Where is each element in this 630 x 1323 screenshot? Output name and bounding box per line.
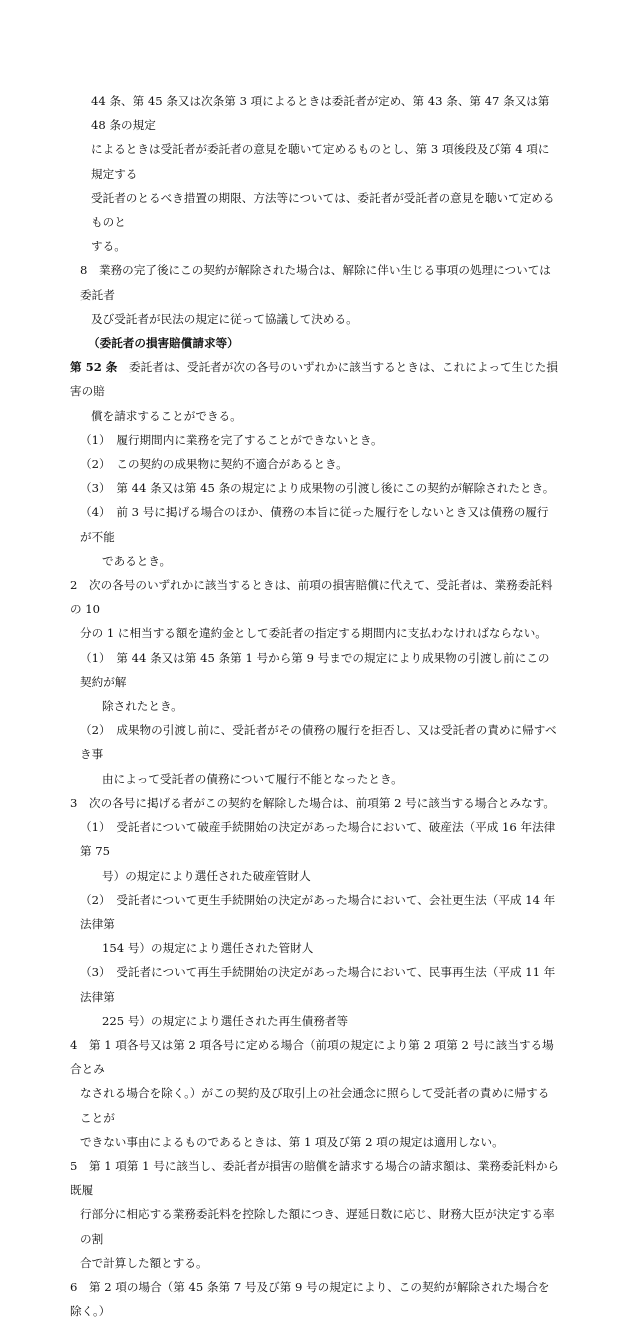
text-line: 行部分に相応する業務委託料を控除した額につき、遅延日数に応じ、財務大臣が決定する率の割 — [80, 1207, 555, 1246]
paragraph-4-line: 4 第 1 項各号又は第 2 項各号に定める場合（前項の規定により第 2 項第 2 号に該当する場合とみ — [70, 1037, 554, 1077]
text-line: 分の 1 に相当する額を違約金として委託者の指定する期間内に支払わなければならない。 — [80, 626, 547, 641]
paragraph-3-line: 3 次の各号に掲げる者がこの契約を解除した場合は、前項第 2 号に該当する場合とみなす。 — [70, 795, 555, 810]
document-body — [70, 89, 560, 1323]
section-heading: （委託者の損害賠償請求等） — [88, 336, 239, 351]
list-item: （4） 前 3 号に掲げる場合のほか、債務の本旨に従った履行をしないとき又は債務の履行が不能 — [80, 505, 549, 544]
text-line: できない事由によるものであるときは、第 1 項及び第 2 項の規定は適用しない。 — [80, 1134, 504, 1149]
paragraph-6-line: 6 第 2 項の場合（第 45 条第 7 号及び第 9 号の規定により、この契約が解除された場合を除く。） — [70, 1279, 550, 1319]
list-item: （3） 受託者について再生手続開始の決定があった場合において、民事再生法（平成 11 年法律第 — [80, 965, 556, 1004]
list-item: （2） 受託者について更生手続開始の決定があった場合において、会社更生法（平成 14 年法律第 — [80, 892, 556, 931]
text-line: 225 号）の規定により選任された再生債務者等 — [102, 1013, 349, 1028]
text-line: 由によって受託者の債務について履行不能となったとき。 — [102, 771, 403, 786]
list-item: （1） 第 44 条又は第 45 条第 1 号から第 9 号までの規定により成果物の引渡し前にこの契約が解 — [80, 650, 550, 689]
text-line: 受託者のとるべき措置の期限、方法等については、委託者が受託者の意見を聴いて定めるものと — [91, 190, 555, 230]
list-item: （1） 履行期間内に業務を完了することができないとき。 — [80, 432, 383, 447]
text-line: 号）の規定により選任された破産管財人 — [102, 868, 311, 883]
list-item: （2） 成果物の引渡し前に、受託者がその債務の履行を拒否し、又は受託者の責めに帰すべき事 — [80, 723, 557, 762]
paragraph-8-line: 8 業務の完了後にこの契約が解除された場合は、解除に伴い生じる事項の処理については委託者 — [80, 263, 551, 302]
text-line: によるときは受託者が委託者の意見を聴いて定めるものとし、第 3 項後段及び第 4 項に規定する — [91, 142, 550, 181]
paragraph-5-line: 5 第 1 項第 1 号に該当し、委託者が損害の賠償を請求する場合の請求額は、業務委託料から既履 — [70, 1158, 560, 1198]
article-number: 第 52 条 — [70, 360, 118, 375]
list-item: （1） 受託者について破産手続開始の決定があった場合において、破産法（平成 16 年法律第 75 — [80, 820, 556, 859]
text-line: であるとき。 — [102, 553, 172, 568]
text-line: 償を請求することができる。 — [91, 408, 242, 423]
text-line: 合で計算した額とする。 — [80, 1255, 208, 1270]
text-line: する。 — [91, 239, 126, 254]
paragraph-2-line: 2 次の各号のいずれかに該当するときは、前項の損害賠償に代えて、受託者は、業務委託料の 10 — [70, 578, 553, 617]
text-line: なされる場合を除く。）がこの契約及び取引上の社会通念に照らして受託者の責めに帰することが — [80, 1086, 550, 1125]
text-line: 154 号）の規定により選任された管財人 — [102, 941, 314, 956]
article-text: 委託者は、受託者が次の各号のいずれかに該当するときは、これによって生じた損害の賠 — [70, 360, 558, 399]
article-52-line — [70, 355, 560, 403]
list-item: （2） この契約の成果物に契約不適合があるとき。 — [80, 457, 348, 472]
text-line: 44 条、第 45 条又は次条第 3 項によるときは委託者が定め、第 43 条、第 47 条又は第 48 条の規定 — [91, 94, 550, 133]
list-item: （3） 第 44 条又は第 45 条の規定により成果物の引渡し後にこの契約が解除されたとき。 — [80, 481, 555, 496]
text-line: 及び受託者が民法の規定に従って協議して決める。 — [91, 311, 358, 326]
text-line: 除されたとき。 — [102, 699, 183, 714]
